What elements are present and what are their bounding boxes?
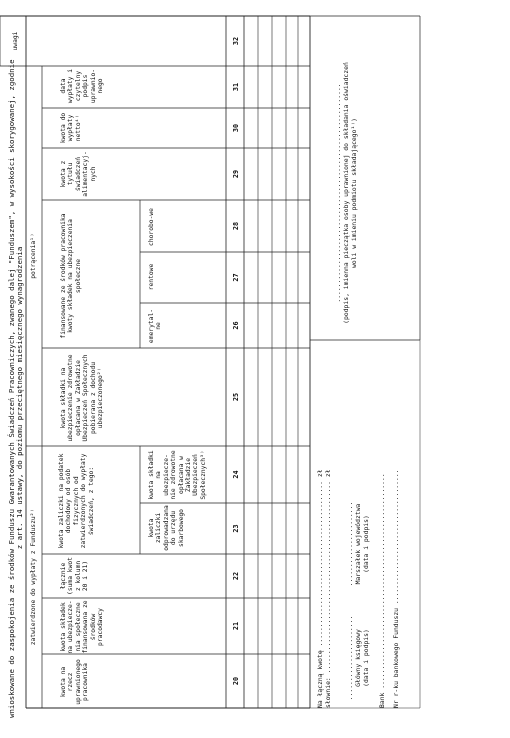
voivode-signature-dots: ......................: [346, 501, 354, 587]
column-number-22: 22: [232, 571, 240, 581]
column-number-26: 26: [232, 321, 240, 330]
column-number-23: 23: [232, 524, 240, 533]
column-number-25: 25: [232, 392, 240, 402]
authorized-signature-caption-1: (podpis, imienna pieczątka osoby uprawnionej do składania oświadczeń: [342, 62, 350, 324]
column-header-29: kwota z tytułu świadczeń alimentacyj-nych: [60, 151, 97, 197]
column-number-24: 24: [232, 470, 240, 479]
accountant-title: Główny księgowy: [354, 629, 362, 687]
authorized-signature-dots: .........................................................: [334, 83, 342, 303]
group-header-remarks: uwagi: [12, 31, 19, 51]
accountant-date-sign: (data i podpis): [362, 629, 370, 687]
authorized-signature-caption-2: woli w imieniu podmiotu składającego¹⁾): [350, 117, 358, 269]
column-header-27: rentowe: [148, 263, 155, 291]
bank-line: Bank ........................................................: [378, 473, 386, 708]
column-header-26-28: finansowane ze środków pracownika kwoty składek na ubezpieczenia społeczne: [60, 213, 82, 339]
column-number-28: 28: [232, 221, 240, 231]
column-header-28: chorobo-we: [148, 208, 155, 246]
column-number-29: 29: [232, 169, 240, 179]
column-header-23: kwota zaliczki odprowadzana do urzędu skarbowego: [148, 505, 185, 551]
title-line-1: wnioskowane do zaspokojenia ze środków Funduszu Gwarantowanych Świadczeń Pracowniczych, zwanego dalej "Funduszem", w wysokości skorygowanej, zgodnie: [7, 59, 16, 718]
group-header-deductions: potrącenia¹⁾: [30, 233, 37, 279]
column-number-30: 30: [232, 123, 240, 133]
column-number-31: 31: [232, 82, 240, 92]
column-header-31: data wypłaty i czytelny podpis uprawnio-nego: [60, 68, 105, 104]
column-header-23-24: kwota zaliczki na podatek dochodowy od osób fizycznych od zatwierdzonych do wypłaty świadczeń, z tego:: [58, 453, 95, 549]
column-header-30: kwota do wypłaty netto⁴⁾: [60, 112, 82, 144]
group-header-approved: zatwierdzone do wypłaty z Funduszu²⁾: [30, 508, 37, 646]
accountant-signature-dots: ......................: [346, 615, 354, 701]
voivode-signature-block: [346, 484, 370, 604]
column-number-21: 21: [232, 621, 240, 631]
column-header-20: kwota na rzecz uprawnionego pracownika: [60, 659, 90, 705]
authorized-signature-block: [334, 48, 358, 338]
column-number-20: 20: [232, 676, 240, 686]
column-number-27: 27: [232, 273, 240, 282]
voivode-date-sign: (data i podpis): [362, 515, 370, 573]
column-header-25: kwota składki na ubezpieczenie zdrowotne opłacana w Zakładzie Ubezpieczeń Społecznych pobierana z dochodu ubezpieczonego²⁾: [60, 354, 105, 442]
amount-in-words-line: słownie: .................................................. zł: [324, 469, 332, 708]
column-header-22: łącznie (suma kwot z kolumn 20 i 21): [60, 557, 90, 595]
title-line-2: z art. 14 ustawy, do poziomu przeciętnego miesięcznego wynagrodzenia: [15, 246, 25, 550]
column-header-21: kwota składek na ubezpiecze-nia społeczne finansowana ze środków pracodawcy: [60, 600, 105, 654]
accountant-signature-block: [346, 608, 370, 708]
bank-account-line: Nr r-ku bankowego Funduszu ...................................: [392, 469, 400, 708]
column-header-26: emerytal-ne: [148, 308, 163, 344]
voivode-title: Marszałek województwa: [354, 503, 362, 585]
column-header-24: kwota składki na ubezpiecze-nie zdrowotne opłacana w Zakładzie Ubezpieczeń Społecznych³⁾: [148, 450, 207, 500]
column-number-32: 32: [232, 36, 240, 46]
total-amount-line: Na łączną kwotę ........................................... zł: [316, 469, 324, 708]
